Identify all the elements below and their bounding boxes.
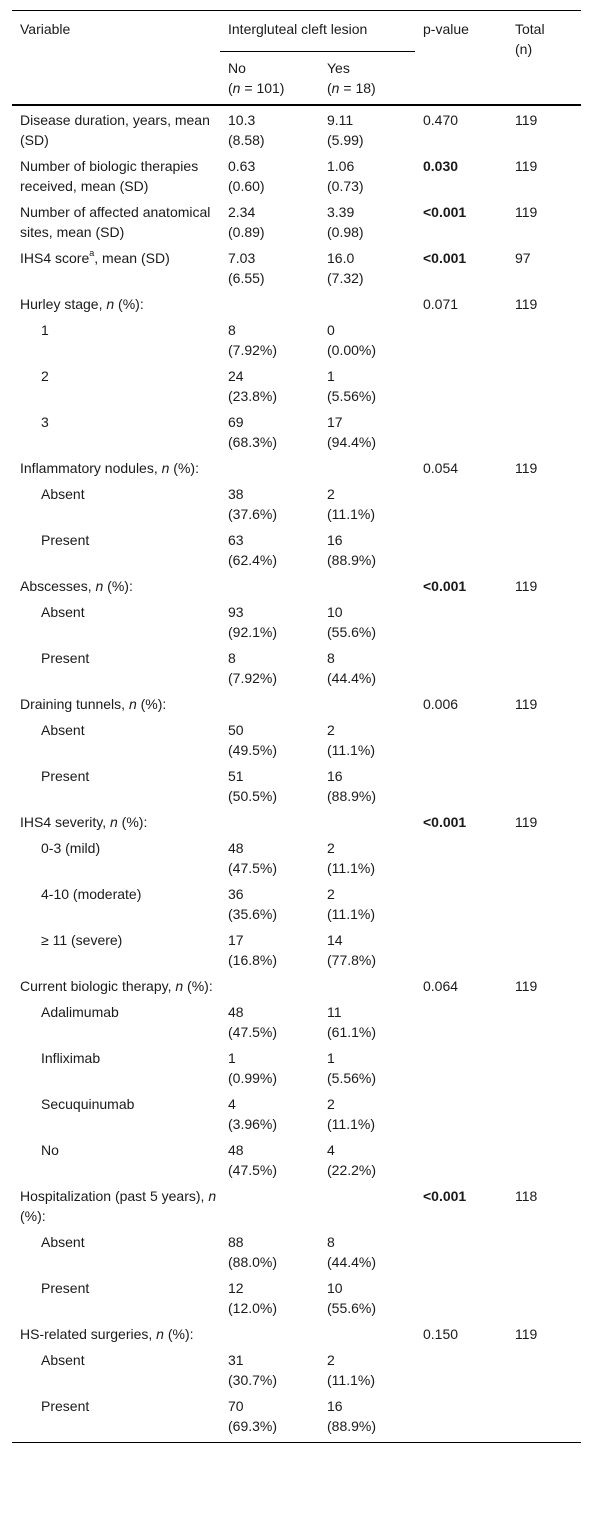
cell-yes: 3.39 (0.98) bbox=[327, 204, 364, 240]
table-row bbox=[12, 574, 581, 600]
row-label: Hospitalization (past 5 years), n (%): bbox=[20, 1188, 217, 1224]
table-row bbox=[12, 318, 581, 364]
cell-pvalue bbox=[415, 1092, 507, 1138]
cell-total: 119 bbox=[515, 158, 538, 174]
cell-pvalue bbox=[415, 764, 507, 810]
cell-total bbox=[507, 836, 581, 882]
cell-total bbox=[507, 764, 581, 810]
table-row bbox=[12, 1000, 581, 1046]
cell-pvalue: <0.001 bbox=[423, 1188, 467, 1204]
cell-pvalue: 0.150 bbox=[423, 1326, 459, 1342]
header-group: Intergluteal cleft lesion bbox=[220, 11, 415, 52]
cell-yes: 9.11 (5.99) bbox=[327, 112, 364, 148]
cell-total: 119 bbox=[515, 204, 538, 220]
header-no: No (n = 101) bbox=[228, 60, 285, 96]
table-row bbox=[12, 154, 581, 200]
cell-no: 36 (35.6%) bbox=[228, 886, 278, 922]
cell-pvalue bbox=[415, 600, 507, 646]
row-label: Absent bbox=[41, 1234, 85, 1250]
cell-total bbox=[507, 1138, 581, 1184]
cell-total: 119 bbox=[515, 578, 538, 594]
cell-pvalue bbox=[415, 318, 507, 364]
table-row bbox=[12, 1046, 581, 1092]
cell-no: 1 (0.99%) bbox=[228, 1050, 278, 1086]
cell-pvalue bbox=[415, 1046, 507, 1092]
cell-no: 48 (47.5%) bbox=[228, 1004, 278, 1040]
cell-pvalue bbox=[415, 1000, 507, 1046]
cell-total bbox=[507, 364, 581, 410]
row-label: Inflammatory nodules, n (%): bbox=[20, 460, 199, 476]
row-label: Hurley stage, n (%): bbox=[20, 296, 144, 312]
row-label: Disease duration, years, mean (SD) bbox=[20, 112, 210, 148]
table-row bbox=[12, 718, 581, 764]
cell-yes: 10 (55.6%) bbox=[327, 604, 377, 640]
header-yes: Yes (n = 18) bbox=[327, 60, 376, 96]
cell-total bbox=[507, 318, 581, 364]
table-row bbox=[12, 810, 581, 836]
table-row bbox=[12, 1138, 581, 1184]
cell-yes: 16.0 (7.32) bbox=[327, 250, 364, 286]
cell-yes bbox=[319, 1322, 415, 1348]
cell-yes: 14 (77.8%) bbox=[327, 932, 377, 968]
table-row bbox=[12, 600, 581, 646]
cell-pvalue: <0.001 bbox=[423, 204, 467, 220]
cell-total bbox=[507, 1230, 581, 1276]
row-label: Present bbox=[41, 768, 90, 784]
row-label: Present bbox=[41, 532, 90, 548]
cell-yes: 10 (55.6%) bbox=[327, 1280, 377, 1316]
cell-pvalue: 0.064 bbox=[423, 978, 459, 994]
header-pvalue: p-value bbox=[423, 21, 469, 37]
row-label: Absent bbox=[41, 604, 85, 620]
cell-no: 8 (7.92%) bbox=[228, 322, 278, 358]
cell-pvalue: <0.001 bbox=[423, 814, 467, 830]
cell-total: 119 bbox=[515, 814, 538, 830]
table-row bbox=[12, 1184, 581, 1230]
cell-total bbox=[507, 1394, 581, 1443]
table-row bbox=[12, 246, 581, 292]
cell-yes bbox=[319, 456, 415, 482]
cell-no: 38 (37.6%) bbox=[228, 486, 278, 522]
cell-total bbox=[507, 482, 581, 528]
table-row bbox=[12, 1394, 581, 1443]
table-row bbox=[12, 646, 581, 692]
cell-yes bbox=[319, 810, 415, 836]
cell-yes bbox=[319, 574, 415, 600]
row-label: 2 bbox=[41, 368, 49, 384]
cell-total bbox=[507, 1046, 581, 1092]
cell-pvalue bbox=[415, 528, 507, 574]
table-row bbox=[12, 482, 581, 528]
cell-no: 69 (68.3%) bbox=[228, 414, 278, 450]
row-label: Number of biologic therapies received, mean (SD) bbox=[20, 158, 199, 194]
row-label: Draining tunnels, n (%): bbox=[20, 696, 167, 712]
cell-yes: 8 (44.4%) bbox=[327, 650, 377, 686]
cell-pvalue bbox=[415, 718, 507, 764]
cell-pvalue bbox=[415, 1230, 507, 1276]
cell-yes: 17 (94.4%) bbox=[327, 414, 377, 450]
cell-pvalue bbox=[415, 1276, 507, 1322]
row-label: Number of affected anatomical sites, mean (SD) bbox=[20, 204, 211, 240]
cell-yes bbox=[319, 692, 415, 718]
table-row bbox=[12, 928, 581, 974]
cell-no: 88 (88.0%) bbox=[228, 1234, 278, 1270]
cell-yes: 1 (5.56%) bbox=[327, 1050, 377, 1086]
row-label: 1 bbox=[41, 322, 49, 338]
row-label: Absent bbox=[41, 722, 85, 738]
cell-no: 2.34 (0.89) bbox=[228, 204, 265, 240]
cell-no: 31 (30.7%) bbox=[228, 1352, 278, 1388]
cell-total: 119 bbox=[515, 1326, 538, 1342]
cell-yes: 0 (0.00%) bbox=[327, 322, 377, 358]
cell-no: 17 (16.8%) bbox=[228, 932, 278, 968]
table-row bbox=[12, 528, 581, 574]
table-row bbox=[12, 1348, 581, 1394]
cell-pvalue bbox=[415, 1138, 507, 1184]
cell-yes: 1 (5.56%) bbox=[327, 368, 377, 404]
row-label: HS-related surgeries, n (%): bbox=[20, 1326, 194, 1342]
cell-no bbox=[220, 692, 319, 718]
cell-total: 119 bbox=[515, 696, 538, 712]
cell-yes: 2 (11.1%) bbox=[327, 1096, 375, 1132]
cell-total bbox=[507, 646, 581, 692]
cell-no: 50 (49.5%) bbox=[228, 722, 278, 758]
row-label: 4-10 (moderate) bbox=[41, 886, 142, 902]
cell-total bbox=[507, 528, 581, 574]
cell-no: 48 (47.5%) bbox=[228, 1142, 278, 1178]
row-label: IHS4 score$^a$, mean (SD) bbox=[20, 248, 170, 266]
row-label: IHS4 severity, n (%): bbox=[20, 814, 148, 830]
cell-no bbox=[220, 456, 319, 482]
cell-no: 8 (7.92%) bbox=[228, 650, 278, 686]
cell-pvalue: <0.001 bbox=[423, 578, 467, 594]
table-row bbox=[12, 1230, 581, 1276]
row-label: Current biologic therapy, n (%): bbox=[20, 978, 213, 994]
cell-total: 97 bbox=[515, 250, 531, 266]
cell-pvalue: 0.030 bbox=[423, 158, 459, 174]
cell-pvalue bbox=[415, 482, 507, 528]
row-label: No bbox=[41, 1142, 59, 1158]
row-label: Absent bbox=[41, 1352, 85, 1368]
cell-total bbox=[507, 882, 581, 928]
cell-no bbox=[220, 292, 319, 318]
cell-pvalue bbox=[415, 410, 507, 456]
table-row bbox=[12, 292, 581, 318]
cell-no: 51 (50.5%) bbox=[228, 768, 278, 804]
cell-total bbox=[507, 1000, 581, 1046]
table-row bbox=[12, 836, 581, 882]
row-label: Present bbox=[41, 650, 90, 666]
cell-no: 7.03 (6.55) bbox=[228, 250, 265, 286]
cell-yes: 2 (11.1%) bbox=[327, 1352, 375, 1388]
table-row bbox=[12, 410, 581, 456]
table-row bbox=[12, 764, 581, 810]
cell-yes: 2 (11.1%) bbox=[327, 722, 375, 758]
cell-pvalue: 0.071 bbox=[423, 296, 459, 312]
table-header bbox=[12, 11, 581, 106]
cell-no: 4 (3.96%) bbox=[228, 1096, 278, 1132]
cell-total bbox=[507, 1276, 581, 1322]
cell-total: 119 bbox=[515, 978, 538, 994]
cell-total bbox=[507, 1348, 581, 1394]
cell-pvalue: 0.054 bbox=[423, 460, 459, 476]
cell-total: 118 bbox=[515, 1188, 538, 1204]
cell-yes: 8 (44.4%) bbox=[327, 1234, 377, 1270]
table-body bbox=[12, 105, 581, 1443]
cell-no bbox=[220, 574, 319, 600]
row-label: Abscesses, n (%): bbox=[20, 578, 133, 594]
cell-yes bbox=[319, 292, 415, 318]
cell-no bbox=[220, 1322, 319, 1348]
table-row bbox=[12, 974, 581, 1000]
table-row bbox=[12, 692, 581, 718]
cell-total bbox=[507, 1092, 581, 1138]
cell-yes: 2 (11.1%) bbox=[327, 486, 375, 522]
header-variable: Variable bbox=[20, 21, 71, 37]
cell-total bbox=[507, 410, 581, 456]
cell-yes: 2 (11.1%) bbox=[327, 840, 375, 876]
cell-no: 93 (92.1%) bbox=[228, 604, 278, 640]
row-label: ≥ 11 (severe) bbox=[41, 932, 123, 948]
table-row bbox=[12, 1276, 581, 1322]
table-row bbox=[12, 1092, 581, 1138]
cell-pvalue bbox=[415, 1394, 507, 1443]
cell-yes: 1.06 (0.73) bbox=[327, 158, 364, 194]
cell-no: 10.3 (8.58) bbox=[228, 112, 265, 148]
table-row bbox=[12, 105, 581, 154]
row-label: Adalimumab bbox=[41, 1004, 119, 1020]
cell-yes: 16 (88.9%) bbox=[327, 1398, 377, 1434]
cell-pvalue: 0.006 bbox=[423, 696, 459, 712]
cell-total bbox=[507, 600, 581, 646]
cell-pvalue bbox=[415, 1348, 507, 1394]
cell-yes bbox=[319, 974, 415, 1000]
row-label: Present bbox=[41, 1280, 90, 1296]
table-row bbox=[12, 456, 581, 482]
row-label: 3 bbox=[41, 414, 49, 430]
cell-pvalue bbox=[415, 882, 507, 928]
row-label: Secuquinumab bbox=[41, 1096, 135, 1112]
cell-no: 70 (69.3%) bbox=[228, 1398, 278, 1434]
cell-no: 24 (23.8%) bbox=[228, 368, 278, 404]
table-row bbox=[12, 364, 581, 410]
cell-pvalue bbox=[415, 928, 507, 974]
cell-yes bbox=[319, 1184, 415, 1230]
cell-yes: 2 (11.1%) bbox=[327, 886, 375, 922]
cell-no: 48 (47.5%) bbox=[228, 840, 278, 876]
results-table bbox=[12, 10, 581, 1443]
header-total: Total (n) bbox=[515, 21, 545, 57]
row-label: Absent bbox=[41, 486, 85, 502]
cell-yes: 16 (88.9%) bbox=[327, 768, 377, 804]
row-label: 0-3 (mild) bbox=[41, 840, 101, 856]
row-label: Present bbox=[41, 1398, 90, 1414]
table-row bbox=[12, 200, 581, 246]
row-label: Infliximab bbox=[41, 1050, 101, 1066]
cell-no: 12 (12.0%) bbox=[228, 1280, 278, 1316]
table-row bbox=[12, 1322, 581, 1348]
cell-total: 119 bbox=[515, 460, 538, 476]
cell-total bbox=[507, 718, 581, 764]
cell-yes: 4 (22.2%) bbox=[327, 1142, 377, 1178]
cell-pvalue bbox=[415, 646, 507, 692]
cell-no: 0.63 (0.60) bbox=[228, 158, 265, 194]
cell-total: 119 bbox=[515, 112, 538, 128]
cell-pvalue bbox=[415, 364, 507, 410]
cell-no bbox=[220, 1184, 319, 1230]
cell-pvalue: 0.470 bbox=[423, 112, 459, 128]
cell-yes: 16 (88.9%) bbox=[327, 532, 377, 568]
cell-yes: 11 (61.1%) bbox=[327, 1004, 377, 1040]
cell-total: 119 bbox=[515, 296, 538, 312]
cell-pvalue: <0.001 bbox=[423, 250, 467, 266]
cell-pvalue bbox=[415, 836, 507, 882]
cell-no bbox=[220, 810, 319, 836]
cell-no bbox=[220, 974, 319, 1000]
table-row bbox=[12, 882, 581, 928]
cell-no: 63 (62.4%) bbox=[228, 532, 278, 568]
cell-total bbox=[507, 928, 581, 974]
